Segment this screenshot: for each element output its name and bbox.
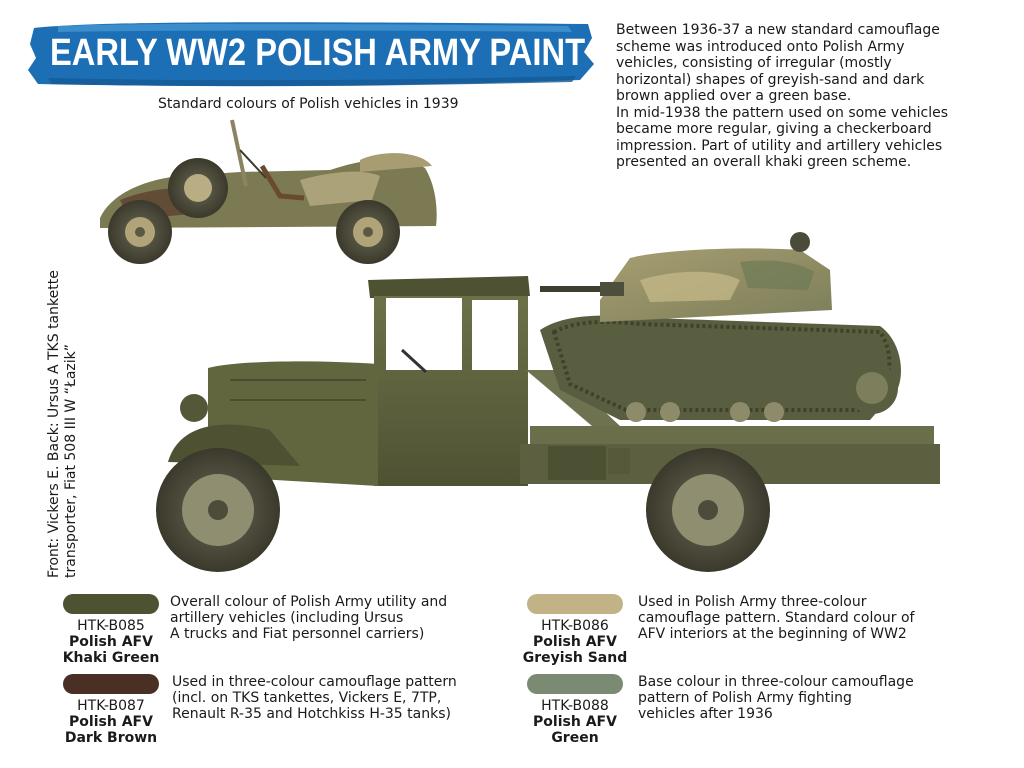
paint-description [170, 594, 490, 642]
intro-line: impression. Part of utility and artillery vehicles [616, 137, 943, 154]
intro-line: became more regular, giving a checkerboard [616, 121, 932, 137]
paint-name: Polish AFV [69, 634, 153, 650]
color-swatch [527, 674, 623, 694]
paint-name: Khaki Green [62, 650, 160, 666]
caption-line: transporter, Fiat 508 III W “Łazik” [63, 343, 79, 578]
intro-line: brown applied over a green base. [616, 88, 852, 104]
description-line: Overall colour of Polish Army utility and [170, 594, 448, 610]
paint-description [638, 674, 958, 722]
intro-line: Between 1936-37 a new standard camouflage [616, 22, 940, 38]
description-line: pattern of Polish Army fighting [638, 690, 852, 706]
description-line: Used in Polish Army three-colour [638, 594, 867, 610]
paint-code: HTK-B087 [77, 698, 145, 714]
paint-code: HTK-B086 [541, 618, 609, 634]
description-line: A trucks and Fiat personnel carriers) [170, 626, 425, 642]
paint-name: Polish AFV [69, 714, 153, 730]
ursus-truck-illustration [156, 276, 940, 572]
vickers-tank-illustration [540, 232, 901, 422]
paint-name: Green [551, 730, 599, 746]
intro-line: horizontal) shapes of greyish-sand and dark [616, 71, 925, 88]
paint-name: Greyish Sand [522, 650, 628, 666]
intro-line: presented an overall khaki green scheme. [616, 154, 912, 170]
subtitle: Standard colours of Polish vehicles in 1939 [158, 96, 459, 112]
color-swatch [63, 594, 159, 614]
color-swatch [527, 594, 623, 614]
paint-code: HTK-B088 [541, 698, 609, 714]
description-line: AFV interiors at the beginning of WW2 [638, 626, 907, 642]
page-title: EARLY WW2 POLISH ARMY PAINT SET [50, 32, 658, 74]
paint-name: Dark Brown [64, 730, 158, 746]
paint-name: Polish AFV [533, 634, 617, 650]
intro-line: In mid-1938 the pattern used on some vehicles [616, 104, 949, 121]
paint-description [638, 594, 958, 642]
paint-description [172, 674, 492, 722]
intro-line: vehicles, consisting of irregular (mostly [616, 55, 892, 71]
intro-line: scheme was introduced onto Polish Army [616, 38, 905, 55]
description-line: Renault R-35 and Hotchkiss H-35 tanks) [172, 706, 451, 722]
description-line: Used in three-colour camouflage pattern [172, 674, 457, 690]
description-line: Base colour in three-colour camouflage [638, 674, 914, 690]
fiat-car-illustration [100, 120, 437, 264]
description-line: camouflage pattern. Standard colour of [638, 610, 915, 626]
description-line: vehicles after 1936 [638, 706, 773, 722]
description-line: (incl. on TKS tankettes, Vickers E, 7TP, [172, 690, 442, 706]
paint-code: HTK-B085 [77, 618, 145, 634]
caption-line: Front: Vickers E. Back: Ursus A TKS tankette [46, 270, 62, 578]
description-line: artillery vehicles (including Ursus [170, 610, 404, 626]
color-swatch [63, 674, 159, 694]
paint-name: Polish AFV [533, 714, 617, 730]
